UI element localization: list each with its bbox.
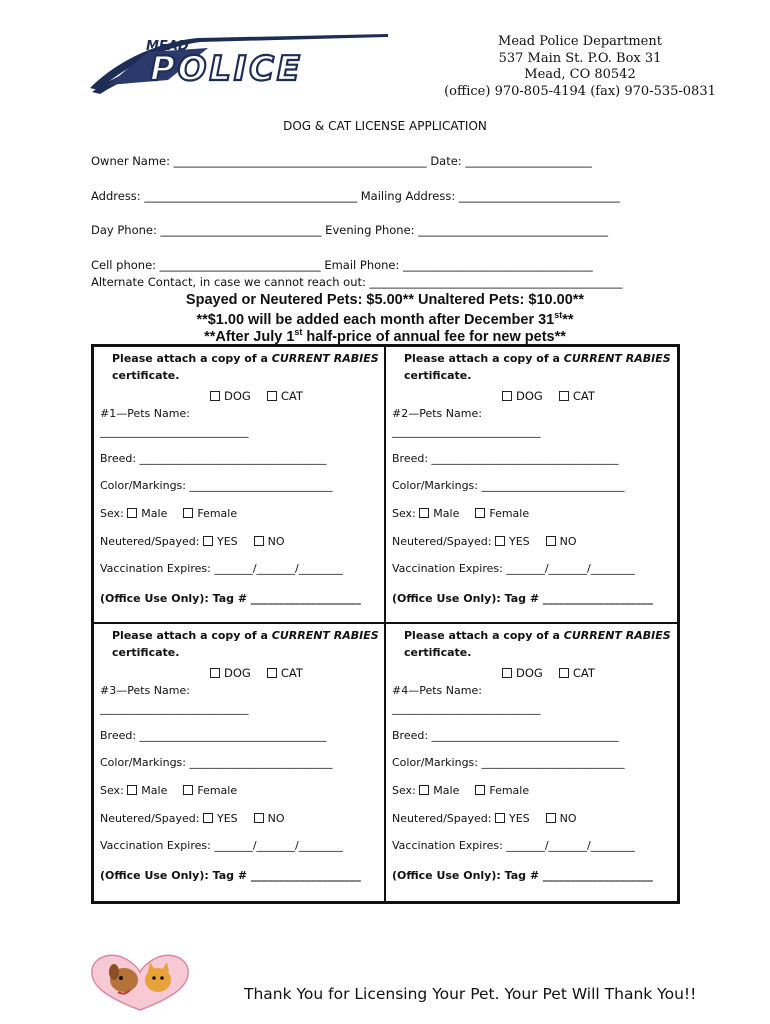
sex-select: [100, 784, 237, 797]
cat-label: CAT: [280, 389, 303, 403]
sex-select: [392, 784, 529, 797]
neutered-label: Neutered/Spayed:: [100, 535, 200, 548]
vaccination-expires-field[interactable]: Vaccination Expires: _______/_______/________: [100, 839, 343, 852]
sex-label: Sex:: [392, 507, 416, 520]
svg-text:POLICE: POLICE: [150, 49, 300, 89]
no-checkbox[interactable]: [254, 813, 264, 823]
dog-label: DOG: [224, 666, 251, 680]
cat-checkbox[interactable]: [559, 668, 569, 678]
office-tag-field: (Office Use Only): Tag # ____________________: [100, 869, 361, 882]
sex-select: [100, 507, 237, 520]
cat-checkbox[interactable]: [267, 668, 277, 678]
yes-label: YES: [508, 535, 530, 548]
yes-checkbox[interactable]: [203, 813, 213, 823]
rabies-instruction: Please attach a copy of a CURRENT RABIES: [112, 352, 379, 365]
rabies-instruction-cont: certificate.: [404, 646, 472, 659]
breed-field[interactable]: Breed: __________________________________: [100, 729, 327, 742]
rabies-instruction-cont: certificate.: [112, 646, 180, 659]
cat-checkbox[interactable]: [267, 391, 277, 401]
yes-checkbox[interactable]: [203, 536, 213, 546]
breed-field[interactable]: Breed: __________________________________: [392, 729, 619, 742]
male-checkbox[interactable]: [127, 508, 137, 518]
yes-checkbox[interactable]: [495, 536, 505, 546]
dog-label: DOG: [224, 389, 251, 403]
thank-you-message: Thank You for Licensing Your Pet. Your Pet Will Thank You!!: [244, 985, 697, 1003]
sex-label: Sex:: [100, 507, 124, 520]
no-label: NO: [559, 535, 577, 548]
yes-checkbox[interactable]: [495, 813, 505, 823]
pet-name-field[interactable]: ___________________________: [100, 702, 249, 715]
no-label: NO: [559, 812, 577, 825]
sex-label: Sex:: [392, 784, 416, 797]
department-phones: (office) 970-805-4194 (fax) 970-535-0831: [444, 83, 716, 99]
male-label: Male: [433, 784, 460, 797]
female-checkbox[interactable]: [475, 785, 485, 795]
office-tag-field: (Office Use Only): Tag # ____________________: [100, 592, 361, 605]
fee-line-1: Spayed or Neutered Pets: $5.00** Unaltered Pets: $10.00**: [185, 292, 585, 308]
pet-cell-1: [94, 347, 386, 624]
species-select: [502, 389, 595, 403]
pet-cell-3: [94, 624, 386, 901]
sex-label: Sex:: [100, 784, 124, 797]
svg-text:MEAD: MEAD: [146, 39, 189, 54]
rabies-instruction: Please attach a copy of a CURRENT RABIES: [404, 629, 671, 642]
neutered-select: [392, 535, 577, 548]
male-label: Male: [141, 507, 168, 520]
pet-name-label: #3—Pets Name:: [100, 684, 190, 697]
color-markings-field[interactable]: Color/Markings: __________________________: [392, 479, 625, 492]
sex-select: [392, 507, 529, 520]
neutered-label: Neutered/Spayed:: [392, 812, 492, 825]
pet-name-field[interactable]: ___________________________: [392, 425, 541, 438]
cat-checkbox[interactable]: [559, 391, 569, 401]
dog-label: DOG: [516, 389, 543, 403]
neutered-select: [392, 812, 577, 825]
color-markings-field[interactable]: Color/Markings: __________________________: [392, 756, 625, 769]
cell-email-field[interactable]: Cell phone: ____________________________ Email Phone: _________________________________: [91, 258, 593, 272]
rabies-instruction: Please attach a copy of a CURRENT RABIES: [112, 629, 379, 642]
pet-name-field[interactable]: ___________________________: [392, 702, 541, 715]
pet-name-label: #1—Pets Name:: [100, 407, 190, 420]
cat-label: CAT: [572, 389, 595, 403]
rabies-instruction: Please attach a copy of a CURRENT RABIES: [404, 352, 671, 365]
pet-grid: [91, 344, 680, 904]
vaccination-expires-field[interactable]: Vaccination Expires: _______/_______/________: [100, 562, 343, 575]
office-tag-field: (Office Use Only): Tag # ____________________: [392, 869, 653, 882]
owner-name-date-field[interactable]: Owner Name: ____________________________________________ Date: ______________________: [91, 154, 592, 168]
dog-label: DOG: [516, 666, 543, 680]
female-label: Female: [197, 784, 238, 797]
dog-checkbox[interactable]: [210, 668, 220, 678]
male-checkbox[interactable]: [127, 785, 137, 795]
pet-cell-4: [386, 624, 678, 901]
female-checkbox[interactable]: [183, 785, 193, 795]
address-field[interactable]: Address: _____________________________________ Mailing Address: ____________________________: [91, 189, 620, 203]
neutered-select: [100, 535, 285, 548]
cat-label: CAT: [280, 666, 303, 680]
neutered-label: Neutered/Spayed:: [100, 812, 200, 825]
female-checkbox[interactable]: [475, 508, 485, 518]
form-title: DOG & CAT LICENSE APPLICATION: [283, 119, 487, 133]
office-tag-field: (Office Use Only): Tag # ____________________: [392, 592, 653, 605]
no-checkbox[interactable]: [254, 536, 264, 546]
vaccination-expires-field[interactable]: Vaccination Expires: _______/_______/________: [392, 562, 635, 575]
yes-label: YES: [508, 812, 530, 825]
pet-name-field[interactable]: ___________________________: [100, 425, 249, 438]
species-select: [210, 389, 303, 403]
cat-label: CAT: [572, 666, 595, 680]
dog-checkbox[interactable]: [210, 391, 220, 401]
female-label: Female: [489, 784, 530, 797]
male-checkbox[interactable]: [419, 508, 429, 518]
male-label: Male: [141, 784, 168, 797]
yes-label: YES: [216, 812, 238, 825]
mead-police-logo: [88, 30, 388, 96]
male-checkbox[interactable]: [419, 785, 429, 795]
alternate-contact-field[interactable]: Alternate Contact, in case we cannot reach out: ____________________________________________: [91, 275, 623, 289]
species-select: [502, 666, 595, 680]
pet-name-label: #2—Pets Name:: [392, 407, 482, 420]
fee-line-3: **After July 1st half-price of annual fee for new pets**: [204, 327, 566, 345]
yes-label: YES: [216, 535, 238, 548]
department-city: Mead, CO 80542: [524, 67, 636, 82]
no-checkbox[interactable]: [546, 813, 556, 823]
breed-field[interactable]: Breed: __________________________________: [100, 452, 327, 465]
neutered-label: Neutered/Spayed:: [392, 535, 492, 548]
department-address-block: [410, 34, 750, 100]
male-label: Male: [433, 507, 460, 520]
pet-name-label: #4—Pets Name:: [392, 684, 482, 697]
no-checkbox[interactable]: [546, 536, 556, 546]
color-markings-field[interactable]: Color/Markings: __________________________: [100, 479, 333, 492]
fee-line-2: **$1.00 will be added each month after December 31st**: [196, 310, 574, 328]
department-name: Mead Police Department: [498, 34, 662, 49]
rabies-instruction-cont: certificate.: [404, 369, 472, 382]
female-checkbox[interactable]: [183, 508, 193, 518]
no-label: NO: [267, 812, 285, 825]
female-label: Female: [197, 507, 238, 520]
rabies-instruction-cont: certificate.: [112, 369, 180, 382]
no-label: NO: [267, 535, 285, 548]
neutered-select: [100, 812, 285, 825]
heart-pets-logo: [88, 950, 192, 1014]
phone-field[interactable]: Day Phone: ____________________________ Evening Phone: _________________________________: [91, 223, 608, 237]
pet-cell-2: [386, 347, 678, 624]
color-markings-field[interactable]: Color/Markings: __________________________: [100, 756, 333, 769]
vaccination-expires-field[interactable]: Vaccination Expires: _______/_______/________: [392, 839, 635, 852]
department-street: 537 Main St. P.O. Box 31: [498, 50, 662, 66]
female-label: Female: [489, 507, 530, 520]
species-select: [210, 666, 303, 680]
breed-field[interactable]: Breed: __________________________________: [392, 452, 619, 465]
dog-checkbox[interactable]: [502, 391, 512, 401]
dog-checkbox[interactable]: [502, 668, 512, 678]
